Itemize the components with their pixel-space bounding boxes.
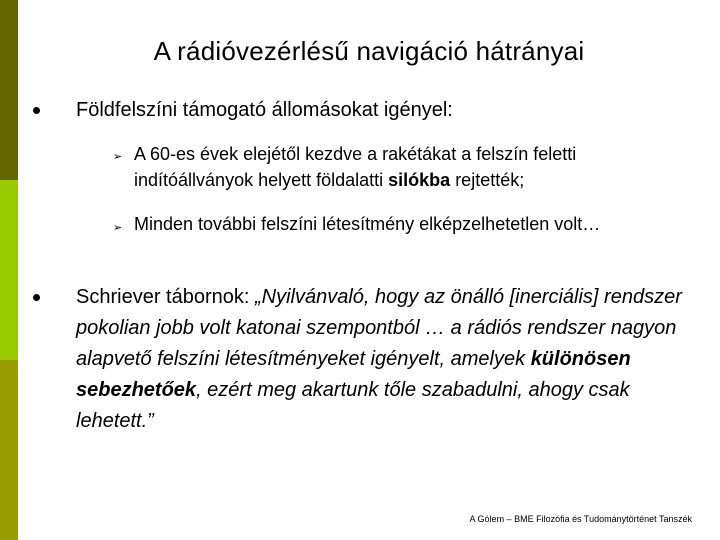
sidebar-stripe	[0, 0, 18, 540]
bullet-dot-2	[33, 294, 40, 301]
bullet-2-quote-bold: különösen sebezhetőek	[76, 348, 631, 401]
arrow-bullet-icon: ➢	[113, 151, 123, 163]
sub-bullet-1-after: rejtették;	[450, 170, 525, 190]
arrow-bullet-icon: ➢	[113, 222, 123, 234]
sub-bullet-1-before: A 60-es évek elejétől kezdve a rakétákat a felszín feletti indítóállványok helyett földalatti	[134, 144, 577, 190]
sub-bullet-2-text: Minden további felszíni létesítmény elképzelhetetlen volt…	[134, 214, 601, 234]
stripe-segment-dark	[0, 0, 18, 180]
bullet-1-text: Földfelszíni támogató állomásokat igényel:	[76, 99, 453, 121]
bullet-2-quote-part2: , ezért meg akartunk tőle szabadulni, ahogy csak lehetett.”	[76, 379, 630, 432]
bullet-dot-1	[33, 107, 40, 114]
bullet-2-quote-part1: „Nyilvánvaló, hogy az önálló [inerciális] rendszer pokolian jobb volt katonai szempontból … a rádiós rendszer nagyon alapvető felszíni létesítményeket igényelt, amelyek	[76, 286, 682, 370]
footer-text: A Gólem – BME Filozófia és Tudománytörténet Tanszék	[469, 514, 692, 524]
sub-bullet-1-bold: silókba	[388, 170, 451, 190]
stripe-segment-light	[0, 180, 18, 360]
slide-title: A rádióvezérlésű navigáció hátrányai	[153, 36, 585, 66]
bullet-2-prefix: Schriever tábornok:	[76, 286, 255, 308]
stripe-segment-olive	[0, 360, 18, 540]
bullet-2-text	[76, 282, 696, 437]
sub-bullet-1-text	[134, 141, 694, 193]
